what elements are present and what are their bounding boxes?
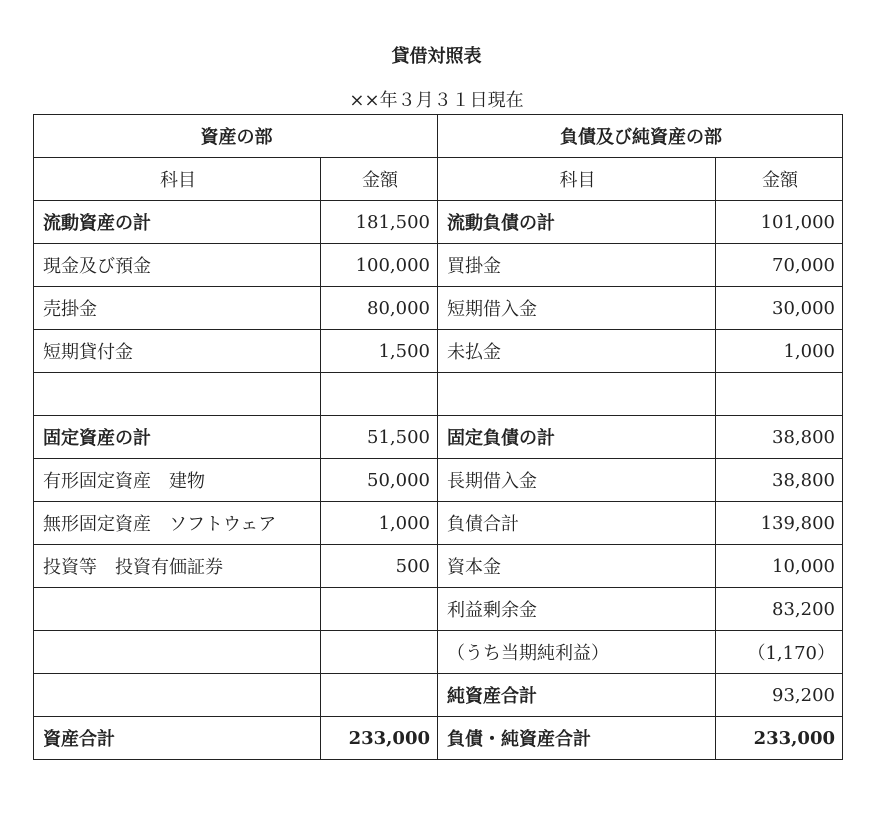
liability-name: 純資産合計 — [438, 674, 716, 717]
balance-sheet-table — [33, 114, 843, 760]
asset-total-name: 資産合計 — [34, 717, 321, 760]
asset-name: 有形固定資産 建物 — [34, 459, 321, 502]
document-title: 貸借対照表 — [391, 46, 482, 67]
table-row — [34, 588, 843, 631]
asset-amount — [321, 588, 438, 631]
section-header-row — [34, 115, 843, 158]
liability-total-amount: 233,000 — [716, 717, 843, 760]
table-row — [34, 287, 843, 330]
asset-name: 売掛金 — [34, 287, 321, 330]
liability-amount: （1,170） — [716, 631, 843, 674]
liability-name: 短期借入金 — [438, 287, 716, 330]
total-row — [34, 717, 843, 760]
asset-amount: 51,500 — [321, 416, 438, 459]
asset-amount — [321, 674, 438, 717]
asset-amount — [321, 631, 438, 674]
liabilities-amount-header: 金額 — [716, 158, 843, 201]
assets-amount-header: 金額 — [321, 158, 438, 201]
asset-name — [34, 631, 321, 674]
liability-name: 流動負債の計 — [438, 201, 716, 244]
asset-name: 短期貸付金 — [34, 330, 321, 373]
table-row — [34, 545, 843, 588]
asset-amount: 1,500 — [321, 330, 438, 373]
asset-amount: 80,000 — [321, 287, 438, 330]
liability-amount: 139,800 — [716, 502, 843, 545]
table-row — [34, 459, 843, 502]
column-header-row — [34, 158, 843, 201]
asset-amount: 1,000 — [321, 502, 438, 545]
liability-amount: 83,200 — [716, 588, 843, 631]
liability-amount: 1,000 — [716, 330, 843, 373]
asset-amount — [321, 373, 438, 416]
asset-name: 投資等 投資有価証券 — [34, 545, 321, 588]
liability-name: 買掛金 — [438, 244, 716, 287]
assets-item-header: 科目 — [34, 158, 321, 201]
table-row — [34, 416, 843, 459]
liabilities-item-header: 科目 — [438, 158, 716, 201]
asset-name — [34, 588, 321, 631]
liability-name: 利益剰余金 — [438, 588, 716, 631]
liability-amount: 38,800 — [716, 416, 843, 459]
liability-name — [438, 373, 716, 416]
liabilities-section-header: 負債及び純資産の部 — [438, 115, 843, 158]
liability-amount: 30,000 — [716, 287, 843, 330]
asset-amount: 100,000 — [321, 244, 438, 287]
liability-name: 未払金 — [438, 330, 716, 373]
asset-name: 流動資産の計 — [34, 201, 321, 244]
liability-total-name: 負債・純資産合計 — [438, 717, 716, 760]
table-row — [34, 244, 843, 287]
asset-name — [34, 373, 321, 416]
asset-name — [34, 674, 321, 717]
asset-name: 現金及び預金 — [34, 244, 321, 287]
asset-name: 無形固定資産 ソフトウェア — [34, 502, 321, 545]
liability-name: 資本金 — [438, 545, 716, 588]
liability-name: （うち当期純利益） — [438, 631, 716, 674]
as-of-date: ××年３月３１日現在 — [349, 90, 524, 111]
liability-name: 長期借入金 — [438, 459, 716, 502]
asset-amount: 500 — [321, 545, 438, 588]
liability-name: 固定負債の計 — [438, 416, 716, 459]
table-row — [34, 373, 843, 416]
liability-amount: 10,000 — [716, 545, 843, 588]
table-row — [34, 330, 843, 373]
liability-amount — [716, 373, 843, 416]
asset-total-amount: 233,000 — [321, 717, 438, 760]
asset-amount: 181,500 — [321, 201, 438, 244]
table-row — [34, 674, 843, 717]
liability-amount: 70,000 — [716, 244, 843, 287]
liability-amount: 93,200 — [716, 674, 843, 717]
assets-section-header: 資産の部 — [34, 115, 438, 158]
liability-amount: 101,000 — [716, 201, 843, 244]
table-row — [34, 631, 843, 674]
asset-amount: 50,000 — [321, 459, 438, 502]
asset-name: 固定資産の計 — [34, 416, 321, 459]
table-row — [34, 502, 843, 545]
liability-amount: 38,800 — [716, 459, 843, 502]
table-row — [34, 201, 843, 244]
liability-name: 負債合計 — [438, 502, 716, 545]
